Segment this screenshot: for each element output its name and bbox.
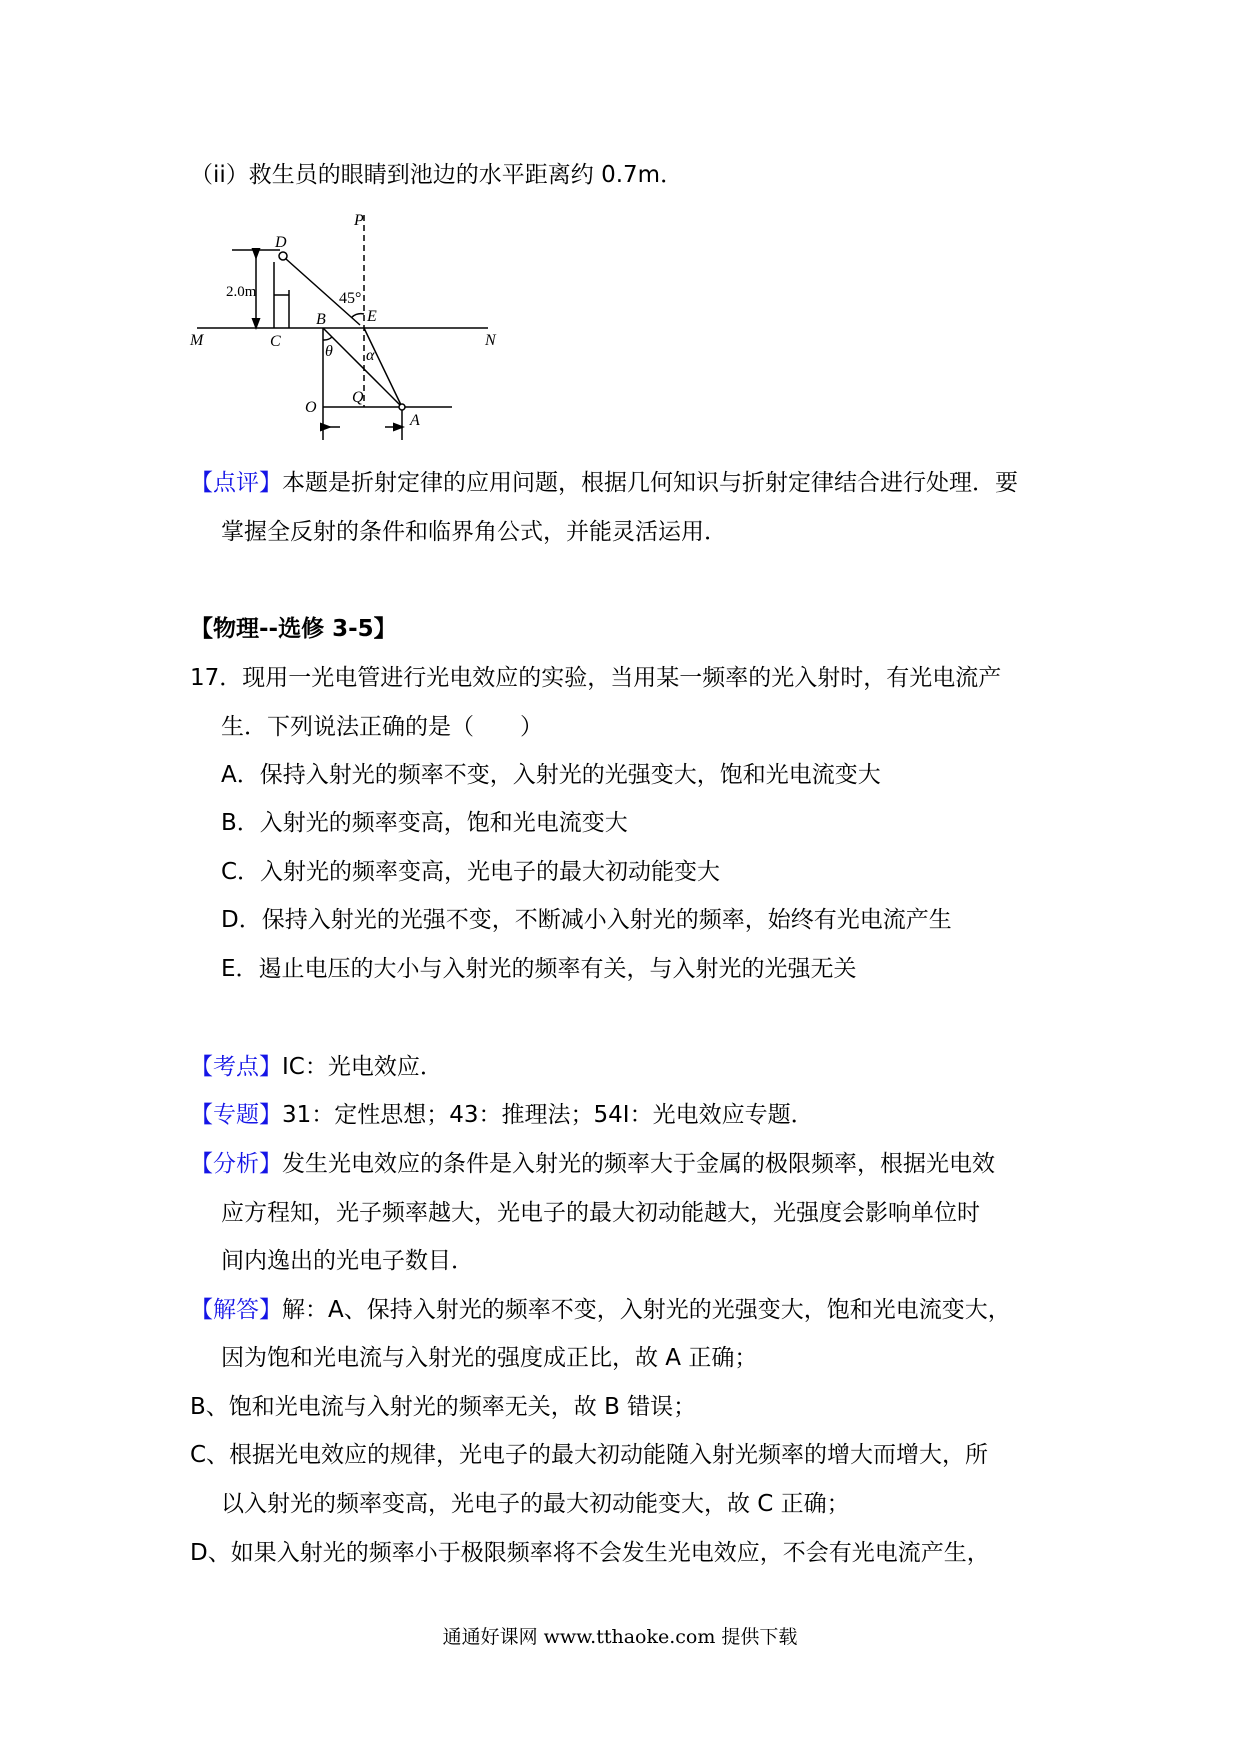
knowledge-point <box>190 1052 443 1082</box>
label-theta: θ <box>325 343 333 360</box>
solution-line-4: C、根据光电效应的规律，光电子的最大初动能随入射光频率的增大而增大，所 <box>190 1442 989 1468</box>
topic <box>190 1100 814 1130</box>
section-heading: 【物理--选修 3-5】 <box>190 616 397 642</box>
label-height: 2.0m <box>226 284 257 300</box>
label-q: Q <box>352 389 364 406</box>
label-e: E <box>367 308 377 325</box>
topic-label: 【专题】 <box>190 1102 282 1128</box>
solution-line-3: B、饱和光电流与入射光的频率无关，故 B 错误； <box>190 1394 697 1420</box>
ray-ea <box>364 328 402 407</box>
label-a: A <box>410 412 420 429</box>
analysis-label: 【分析】 <box>190 1151 282 1177</box>
question-17-line-2: 生．下列说法正确的是（ ） <box>221 714 543 740</box>
comment-line-2: 掌握全反射的条件和临界角公式，并能灵活运用． <box>221 519 727 545</box>
comment-label: 【点评】 <box>190 470 282 496</box>
analysis-line-1 <box>190 1149 995 1179</box>
analysis-text: 发生光电效应的条件是入射光的频率大于金属的极限频率，根据光电效 <box>282 1151 995 1177</box>
topic-text: 31：定性思想；43：推理法；54I：光电效应专题． <box>282 1102 814 1128</box>
option-d: D．保持入射光的光强不变，不断减小入射光的频率，始终有光电流产生 <box>221 907 952 933</box>
label-n: N <box>485 332 496 349</box>
label-alpha: α <box>366 347 375 364</box>
comment-text: 本题是折射定律的应用问题，根据几何知识与折射定律结合进行处理．要 <box>282 470 1018 496</box>
answer-ii: （ii）救生员的眼睛到池边的水平距离约 0.7m． <box>190 162 684 188</box>
option-c: C．入射光的频率变高，光电子的最大初动能变大 <box>221 859 721 885</box>
option-b: B．入射光的频率变高，饱和光电流变大 <box>221 810 628 836</box>
solution-line-2: 因为饱和光电流与入射光的强度成正比，故 A 正确； <box>221 1345 758 1371</box>
analysis-line-2: 应方程知，光子频率越大，光电子的最大初动能越大，光强度会影响单位时 <box>221 1200 980 1226</box>
label-d: D <box>275 234 287 251</box>
solution-line-1 <box>190 1295 1011 1325</box>
label-b: B <box>316 311 326 328</box>
question-17-line-1: 17．现用一光电管进行光电效应的实验，当用某一频率的光入射时，有光电流产 <box>190 665 1002 691</box>
label-c: C <box>270 333 281 350</box>
comment-line-1 <box>190 468 1018 498</box>
refraction-diagram <box>0 0 520 460</box>
label-angle45: 45° <box>339 290 362 307</box>
solution-label: 【解答】 <box>190 1297 282 1323</box>
analysis-line-3: 间内逸出的光电子数目． <box>221 1248 474 1274</box>
knowledge-text: IC：光电效应． <box>282 1054 443 1080</box>
label-p: P <box>354 212 364 229</box>
label-o: O <box>305 399 317 416</box>
solution-text: 解：A、保持入射光的频率不变，入射光的光强变大，饱和光电流变大， <box>282 1297 1011 1323</box>
label-m: M <box>190 332 204 349</box>
page-footer: 通通好课网 www.tthaoke.com 提供下载 <box>442 1626 798 1648</box>
solution-line-5: 以入射光的频率变高，光电子的最大初动能变大，故 C 正确； <box>221 1491 850 1517</box>
solution-line-6: D、如果入射光的频率小于极限频率将不会发生光电效应，不会有光电流产生， <box>190 1540 990 1566</box>
option-e: E．遏止电压的大小与入射光的频率有关，与入射光的光强无关 <box>221 956 857 982</box>
option-a: A．保持入射光的频率不变，入射光的光强变大，饱和光电流变大 <box>221 762 881 788</box>
knowledge-label: 【考点】 <box>190 1054 282 1080</box>
